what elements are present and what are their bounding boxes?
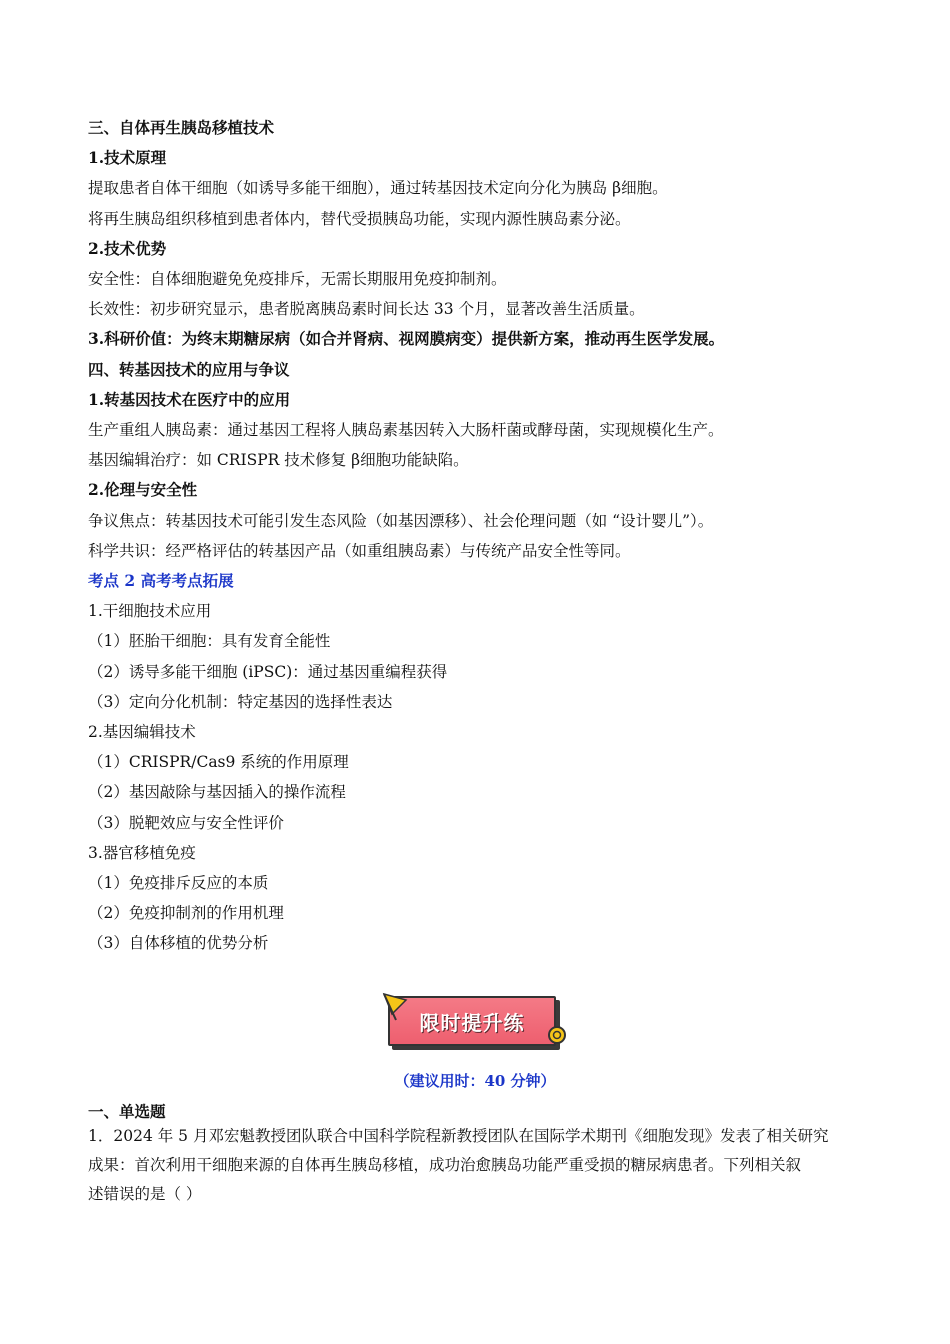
text-line: （3）脱靶效应与安全性评价: [88, 813, 284, 832]
text-line: 2.技术优势: [88, 238, 167, 258]
text-line: （2）免疫抑制剂的作用机理: [88, 904, 284, 923]
text-line: 考点 2 高考考点拓展: [88, 571, 234, 591]
coin-icon: [546, 1024, 568, 1046]
text-line: 争议焦点：转基因技术可能引发生态风险（如基因漂移）、社会伦理问题（如 “设计婴儿”）。: [88, 511, 714, 530]
text-line: （1）胚胎干细胞：具有发育全能性: [88, 632, 331, 651]
flag-icon: [382, 992, 412, 1022]
text-line: 科学共识：经严格评估的转基因产品（如重组胰岛素）与传统产品安全性等同。: [88, 541, 631, 560]
text-line: （3）定向分化机制：特定基因的选择性表达: [88, 692, 393, 711]
badge-label: 限时提升练: [419, 1010, 525, 1035]
text-line: 3.器官移植免疫: [88, 843, 196, 862]
text-line: （3）自体移植的优势分析: [88, 934, 269, 953]
text-line: 2.基因编辑技术: [88, 723, 196, 742]
text-line: （1）免疫排斥反应的本质: [88, 874, 269, 893]
text-line: 2.伦理与安全性: [88, 480, 198, 500]
text-line: 1.技术原理: [88, 148, 167, 168]
text-line: （2）诱导多能干细胞 (iPSC)：通过基因重编程获得: [88, 662, 448, 681]
question-line: 述错误的是（ ）: [88, 1184, 202, 1203]
text-line: 提取患者自体干细胞（如诱导多能干细胞），通过转基因技术定向分化为胰岛 β细胞。: [88, 179, 668, 198]
question-line: 1．2024 年 5 月邓宏魁教授团队联合中国科学院程新教授团队在国际学术期刊《细胞发现》发表了相关研究: [88, 1127, 829, 1145]
text-line: 安全性：自体细胞避免免疫排斥，无需长期服用免疫抑制剂。: [88, 270, 507, 289]
text-line: 1.转基因技术在医疗中的应用: [88, 389, 291, 409]
text-line: 四、转基因技术的应用与争议: [88, 359, 290, 379]
suggested-time: （建议用时：40 分钟）: [394, 1072, 556, 1090]
text-line: （2）基因敲除与基因插入的操作流程: [88, 783, 346, 802]
text-line: 长效性：初步研究显示，患者脱离胰岛素时间长达 33 个月，显著改善生活质量。: [88, 300, 645, 319]
practice-badge: [382, 992, 572, 1056]
text-line: 1.干细胞技术应用: [88, 602, 212, 621]
text-line: 3.科研价值：为终末期糖尿病（如合并肾病、视网膜病变）提供新方案，推动再生医学发展。: [88, 329, 725, 349]
section-heading: 一、单选题: [88, 1102, 166, 1121]
text-line: 三、自体再生胰岛移植技术: [88, 118, 275, 137]
text-line: （1）CRISPR/Cas9 系统的作用原理: [88, 753, 349, 772]
question-line: 成果：首次利用干细胞来源的自体再生胰岛移植，成功治愈胰岛功能严重受损的糖尿病患者。下列相关叙: [88, 1155, 802, 1174]
text-line: 生产重组人胰岛素：通过基因工程将人胰岛素基因转入大肠杆菌或酵母菌，实现规模化生产。: [88, 421, 724, 440]
text-line: 将再生胰岛组织移植到患者体内，替代受损胰岛功能，实现内源性胰岛素分泌。: [88, 209, 631, 228]
question-section: [88, 1102, 868, 1208]
text-line: 基因编辑治疗：如 CRISPR 技术修复 β细胞功能缺陷。: [88, 451, 469, 470]
notes-body: [88, 113, 868, 959]
